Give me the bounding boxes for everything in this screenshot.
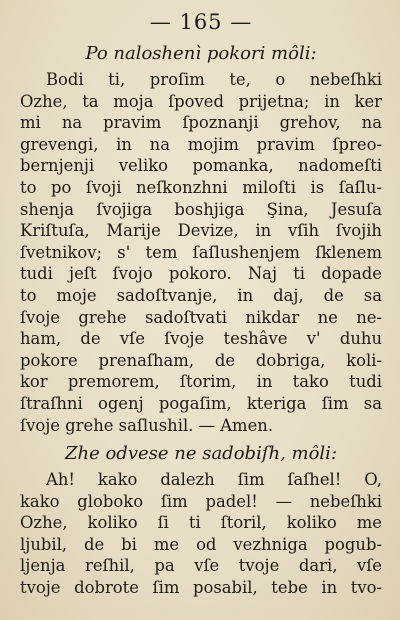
- prayer-section-2: [20, 442, 382, 599]
- text-line: pokore prenaſham, de dobriga, koli-: [20, 350, 382, 370]
- text-line: Kriſtuſa, Marije Devize, in vſih ſvojih: [20, 221, 382, 241]
- text-line: Ozhe, ta moja ſpoved prijetna; in ker: [20, 91, 382, 111]
- text-line: ham, de vſe ſvoje teshâve v' duhu: [20, 329, 382, 349]
- page-number: — 165 —: [149, 10, 253, 34]
- text-line: to po ſvoji neſkonzhni miloſti is ſaſlu-: [20, 177, 382, 197]
- text-line: grevengi, in na mojim pravim ſpreo-: [20, 134, 382, 154]
- text-line: kor premorem, ſtorim, in tako tudi: [20, 372, 382, 392]
- text-line: mi na pravim ſpoznanji grehov, na: [20, 113, 382, 133]
- text-line: ljenja reſhil, pa vſe tvoje dari, vſe: [20, 556, 382, 576]
- paragraph: [20, 69, 382, 436]
- text-line: Ah! kako dalezh ſim ſaſhel! O,: [46, 470, 382, 490]
- text-line: ſvetnikov; s' tem ſaſlushenjem ſklenem: [20, 242, 382, 262]
- text-line: ljubil, de bi me od vezhniga pogub-: [20, 534, 382, 554]
- text-line: ſvoje grehe sadoſtvati nikdar ne ne-: [20, 307, 382, 327]
- text-line: Ozhe, koliko ſi ti ſtoril, koliko me: [20, 513, 382, 533]
- text-line: ſtraſhni ogenj pogaſim, kteriga ſim sa: [20, 393, 382, 413]
- text-line: tvoje dobrote ſim posabil, tebe in tvo-: [20, 578, 382, 598]
- paragraph: [20, 469, 382, 599]
- text-line: ſvoje grehe saſlushil. — Amen.: [20, 415, 274, 435]
- section-heading: Zhe odvese ne sadobiſh, môli:: [64, 443, 338, 465]
- section-heading: Po naloshenì pokori môli:: [85, 43, 317, 64]
- text-line: bernjenji veliko pomanka, nadomeſti: [20, 156, 382, 176]
- text-line: tudi jeſt ſvojo pokoro. Naj ti dopade: [20, 264, 382, 284]
- text-line: Bodi ti, proſim te, o nebeſhki: [46, 70, 382, 89]
- text-line: kako globoko ſim padel! — nebeſhki: [20, 491, 382, 511]
- prayer-section-1: [20, 42, 382, 436]
- text-line: to moje sadoſtvanje, in daj, de sa: [20, 285, 382, 305]
- section-gap: [20, 436, 382, 440]
- text-line: shenja ſvojiga boshjiga Şina, Jesuſa: [20, 199, 382, 219]
